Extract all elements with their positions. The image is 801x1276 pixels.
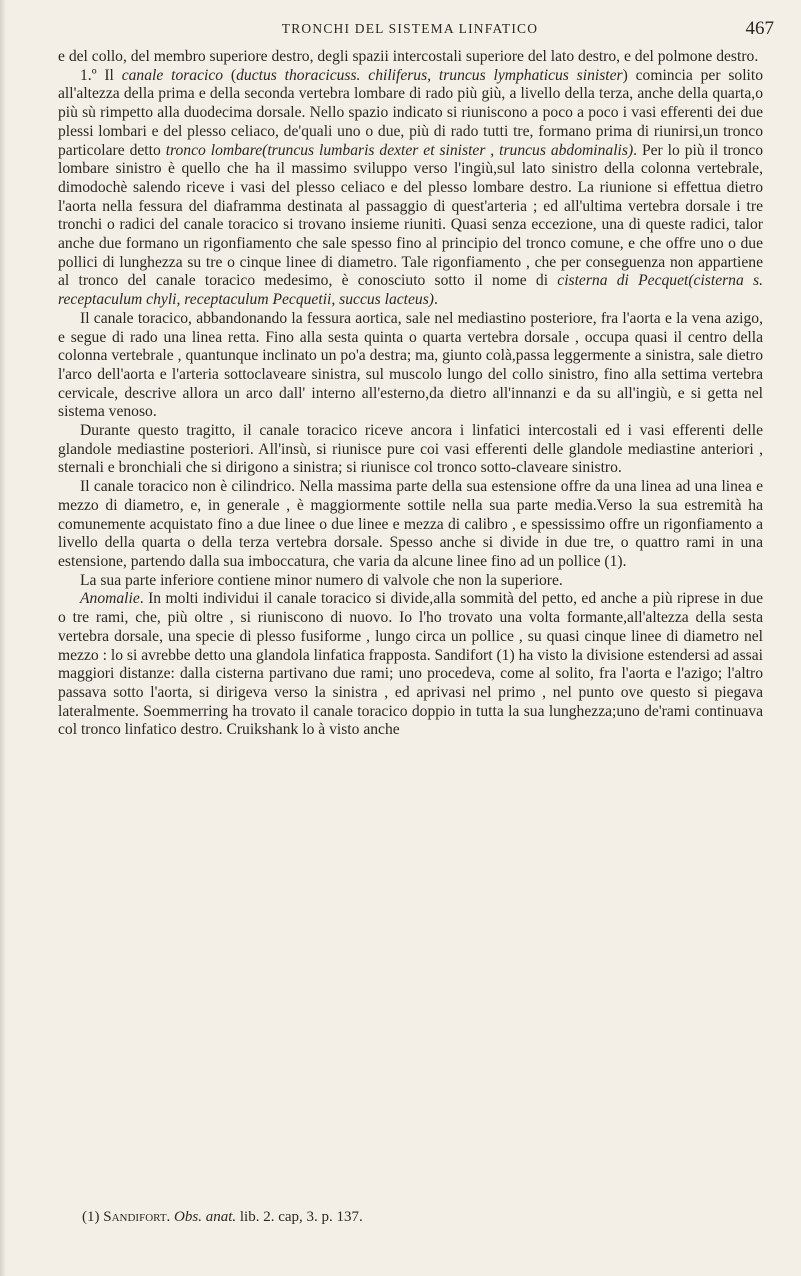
paragraph-7-text: . In molti individui il canale toracico si divide,alla sommità del petto, ed anche a più riprese in due o tre rami, che, più oltre , si riuniscono di nuovo. Io l'ho trovato una volta formante,all'altezza della sesta vertebra dorsale, una specie di plesso fusiforme , lungo circa un pollice , su quasi cinque linee di diametro nel mezzo : lo si avrebbe detto una glandola linfatica frapposta. Sandifort (1) ha visto la divisione estendersi ad assai maggiori distanze: dalla cisterna partivano due rami; uno procedeva, come al solito, fra l'aorta e l'azigo; l'altro passava sotto l'aorta, si dirigeva verso la sinistra , ed aprivasi nel primo , nel punto ove questo si piegava lateralmente. Soemmerring ha trovato il canale toracico doppio in tutta la sua lunghezza;uno de'rami continuava col tronco linfatico destro. Cruikshank lo à visto anche: [58, 590, 763, 739]
body-text: [58, 48, 763, 740]
page-edge-shadow: [0, 0, 6, 1276]
paragraph-6: [58, 572, 763, 591]
paragraph-2: [58, 67, 763, 310]
paragraph-2-text-c: ) comincia per solito all'altezza della prima e della seconda vertebra lombare di rado più giù, a livello della terza, anche della quarta,o più sù rimpetto alla duodecima dorsale. Nello spazio indicato si riuniscono a poco a poco i vasi efferenti dei due plessi lombari e del plesso celiaco, de'quali uno o due, più di rado tutti tre, formano prima di riunirsi,un tronco particolare detto: [58, 66, 763, 159]
paragraph-4-text: Durante questo tragitto, il canale toracico riceve ancora i linfatici intercostali ed i vasi efferenti delle glandole mediastine posteriori. All'insù, si riunisce pure coi vasi efferenti delle glandole mediastine anteriori , sternali e bronchiali che si dirigono a sinistra; si riunisce col tronco sotto-claveare sinistro.: [58, 422, 763, 477]
paragraph-7-italic-heading: Anomalie: [80, 590, 140, 608]
footnote-work: Obs. anat.: [174, 1209, 237, 1225]
paragraph-2-italic-d: cisterna di Pecquet(cisterna s. receptaculum chyli, receptaculum Pecquetii, succus lacteus): [58, 272, 763, 309]
footnote: [60, 1208, 760, 1226]
paragraph-2-text-d: . Per lo più il tronco lombare sinistro è quello che ha il massimo sviluppo verso l'ingiù,sul lato sinistro della colonna vertebrale, dimodochè salendo riceve i vasi del plesso celiaco e del plesso lombare destro. La riunione si effettua dietro l'aorta nella fessura del diaframma destinata al passaggio di quest'arteria ; ed all'ultima vertebra dorsale i tre tronchi o radici del canale toracico si trovano insieme riuniti. Quasi senza eccezione, una di queste radici, talor anche due formano un rigonfiamento che sale spesso fino al principio del tronco comune, e che offre uno o due pollici di lunghezza su tre o cinque linee di diametro. Tale rigonfiamento , che per conseguenza non appartiene al tronco del canale toracico medesimo, è conosciuto sotto il nome di: [58, 141, 763, 290]
footnote-marker: (1): [82, 1209, 104, 1225]
footnote-locator: lib. 2. cap, 3. p. 137.: [236, 1209, 363, 1225]
paragraph-5-text: Il canale toracico non è cilindrico. Nella massima parte della sua estensione offre da una linea ad una linea e mezzo di diametro, e, in generale , è maggiormente sottile nella sua parte media.Verso la sua estremità ha comunemente acquistato fino a due linee o due linee e mezza di calibro , e spessissimo offre un rigonfiamento a livello della quarta o della terza vertebra dorsale. Spesso anche si divide in due tre, o quattro rami in una estensione, partendo dalla sua imboccatura, che varia da alcune linee fino ad un pollice (1).: [58, 478, 763, 570]
paragraph-3-text: Il canale toracico, abbandonando la fessura aortica, sale nel mediastino posteriore, fra l'aorta e la vena azigo, e segue di rado una linea retta. Fino alla sesta quinta o quarta vertebra dorsale , occupa quasi il centro della colonna vertebrale , quantunque inclinato un po'a destra; ma, giunto colà,passa leggermente a sinistra, sale dietro l'arco dell'aorta e l'arteria sottoclaveare sinistra, sul muscolo lungo del collo sinistro, fino alla settima vertebra cervicale, descrive allora un arco dall' interno all'esterno,da dietro all'innanzi e da su all'ingiù, e si getta nel sistema venoso.: [58, 309, 763, 421]
paragraph-1-text: e del collo, del membro superiore destro, degli spazii intercostali superiore del lato destro, e del polmone destro.: [58, 48, 759, 65]
running-title: TRONCHI DEL SISTEMA LINFATICO: [281, 21, 539, 36]
footnote-sep: .: [166, 1209, 175, 1225]
paragraph-2-italic-b: ductus thoracicuss. chiliferus, truncus lymphaticus sinister: [236, 66, 623, 84]
page-number: 467: [745, 18, 774, 39]
paragraph-2-text-e: .: [434, 291, 438, 309]
paragraph-2-text-a: 1.º Il: [80, 66, 122, 84]
paragraph-2-text-b: (: [223, 66, 237, 84]
paragraph-7: [58, 590, 763, 740]
paragraph-3: [58, 310, 763, 422]
running-head: [60, 18, 774, 42]
paragraph-2-italic-a: canale toracico: [121, 66, 224, 84]
paragraph-6-text: La sua parte inferiore contiene minor numero di valvole che non la superiore.: [80, 571, 563, 589]
paragraph-2-italic-c: tronco lombare(truncus lumbaris dexter et sinister , truncus abdominalis): [165, 141, 634, 159]
paragraph-5: [58, 478, 763, 572]
footnote-author: Sandifort: [103, 1209, 167, 1225]
paragraph-4: [58, 422, 763, 478]
paragraph-1: [58, 48, 763, 67]
